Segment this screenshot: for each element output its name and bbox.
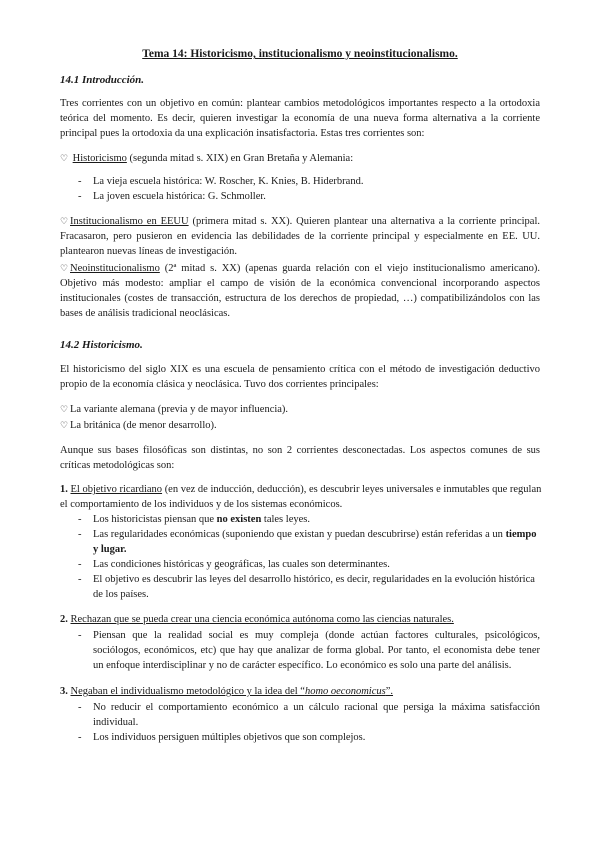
bases-line-1: Aunque sus bases filosóficas son distintas, no son 2 corrientes desconectadas. Los aspectos comunes de sus	[60, 445, 540, 456]
intro-line-1: Tres corrientes con un objetivo en común: plantear cambios metodológicos importantes respecto a la ortodoxia	[60, 98, 540, 109]
point-3-heading: 3. Negaban el individualismo metodológico y la idea del “homo oeconomicus”.	[60, 686, 394, 697]
point-1-heading: 1. El objetivo ricardiano (en vez de inducción, deducción), es descubrir leyes universales e inmutables que regulan	[60, 484, 542, 495]
dash-bullet-icon: -	[78, 732, 82, 743]
point-1-bullet-2-cont: y lugar.	[93, 544, 127, 555]
heart-bullet-icon: ♡	[60, 420, 69, 430]
point-2-line-3: un enfoque interdisciplinar y no de carácter específico. Lo económico es solo una parte del análisis.	[93, 660, 512, 671]
hist-intro-line-2: propio de la economía clásica y neoclásica. Tuvo dos corrientes principales:	[60, 379, 379, 390]
inst-line-2: Fracasaron, pero pusieron en evidencia las debilidades de la corriente principal y especialmente en EE. UU.	[60, 231, 540, 242]
dash-bullet-icon: -	[78, 702, 82, 713]
neo-line-3: institucionales (costes de transacción, estructura de los derechos de propiedad, …) compatibilizándolos con las	[60, 293, 540, 304]
dash-bullet-icon: -	[78, 529, 82, 540]
current-neoinstitucionalismo: ♡ Neoinstitucionalismo (2ª mitad s. XX) (apenas guarda relación con el viejo institucionalismo americano).	[60, 263, 540, 274]
heart-bullet-icon: ♡	[60, 216, 69, 226]
current-institucionalismo: ♡ Institucionalismo en EEUU (primera mitad s. XX). Quieren plantear una alternativa a la corriente principal.	[60, 216, 540, 227]
hist-intro-line-1: El historicismo del siglo XIX es una escuela de pensamiento crítica con el método de investigación deductivo	[60, 364, 540, 375]
neo-line-4: bases de análisis tradicional neoclásicas.	[60, 308, 230, 319]
point-3-bullet-1: No reducir el comportamiento económico a un cálculo racional que persiga la máxima satisfacción	[93, 702, 540, 713]
point-1-bullet-1: Los historicistas piensan que no existen tales leyes.	[93, 514, 310, 525]
term-institucionalismo: Institucionalismo en EEUU	[70, 216, 189, 227]
inst-line-3: plantearon nuevas líneas de investigación.	[60, 246, 237, 257]
term-objetivo-ricardiano: El objetivo ricardiano	[70, 484, 163, 495]
point-3-bullet-1-cont: individual.	[93, 717, 139, 728]
intro-line-3: principal pues la ortodoxia da una explicación insatisfactoria. Estas tres corrientes son:	[60, 128, 425, 139]
point-1-bullet-4-cont: de los países.	[93, 589, 149, 600]
neo-line-2: Objetivo más modesto: ampliar el campo de visión de la económica convencional incorporando aspectos	[60, 278, 540, 289]
dash-bullet-icon: -	[78, 191, 82, 202]
current-alemana: ♡ La variante alemana (previa y de mayor influencia).	[60, 404, 289, 415]
hist-item-joven: La joven escuela histórica: G. Schmoller.	[93, 191, 266, 202]
point-1-bullet-2: Las regularidades económicas (suponiendo que existan y puedan descubrirse) están referidas a un tiempo	[93, 529, 537, 540]
intro-line-2: teórica del momento. Es decir, quieren investigar la economía de una nueva forma alternativa a la corriente	[60, 113, 540, 124]
point-1-line-2: el comportamiento de los individuos y de los sistemas económicos.	[60, 499, 343, 510]
current-historicismo: ♡ Historicismo (segunda mitad s. XIX) en Gran Bretaña y Alemania:	[60, 153, 354, 164]
bases-line-2: críticas metodológicas son:	[60, 460, 175, 471]
hist-item-vieja: La vieja escuela histórica: W. Roscher, K. Knies, B. Hiderbrand.	[93, 176, 364, 187]
dash-bullet-icon: -	[78, 176, 82, 187]
point-1-bullet-3: Las condiciones históricas y geográficas, las cuales son determinantes.	[93, 559, 390, 570]
heart-bullet-icon: ♡	[60, 263, 69, 273]
point-1-bullet-4: El objetivo es descubrir las leyes del desarrollo histórico, es decir, regularidades en la evolución histórica	[93, 574, 535, 585]
heart-bullet-icon: ♡	[60, 153, 69, 163]
point-2-line-1: Piensan que la realidad social es muy compleja (donde actúan factores culturales, psicológicos,	[93, 630, 540, 641]
section-heading-introduccion: 14.1 Introducción.	[60, 74, 145, 86]
heart-bullet-icon: ♡	[60, 404, 69, 414]
section-heading-historicismo: 14.2 Historicismo.	[60, 339, 143, 351]
document-title: Tema 14: Historicismo, institucionalismo y neoinstitucionalismo.	[142, 48, 458, 60]
term-historicismo: Historicismo	[72, 153, 127, 164]
point-2-heading: 2. Rechazan que se pueda crear una ciencia económica autónoma como las ciencias naturales.	[60, 614, 454, 625]
dash-bullet-icon: -	[78, 514, 82, 525]
current-britanica: ♡ La británica (de menor desarrollo).	[60, 420, 217, 431]
point-3-bullet-2: Los individuos persiguen múltiples objetivos que son complejos.	[93, 732, 366, 743]
dash-bullet-icon: -	[78, 630, 82, 641]
dash-bullet-icon: -	[78, 559, 82, 570]
dash-bullet-icon: -	[78, 574, 82, 585]
term-neoinstitucionalismo: Neoinstitucionalismo	[70, 263, 160, 274]
point-2-line-2: sociólogos, económicos, etc) que hay que analizar de forma global. Por tanto, el economista debe tener	[93, 645, 540, 656]
